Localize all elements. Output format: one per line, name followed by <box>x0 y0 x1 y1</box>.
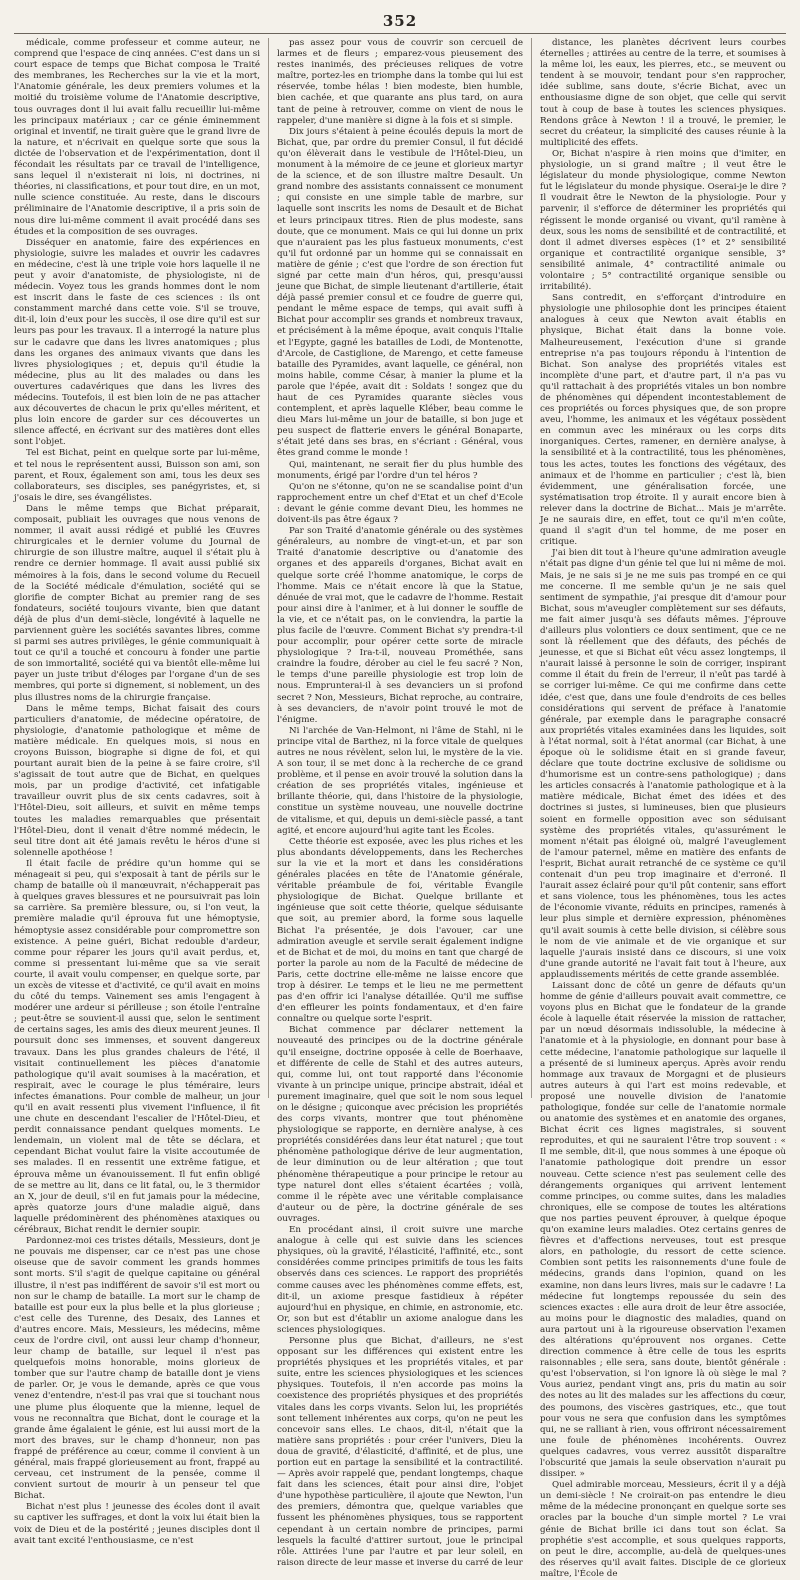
paragraph: pas assez pour vous de couvrir son cercueil de larmes et de fleurs ; emparez-vous pieusement des restes inanimés, des précieuses reliques de votre maître, portez-les en triomphe dans la tombe qui lui est réservée, tombe hélas ! bien modeste, bien humble, bien cachée, et que quarante ans plus tard, on aura tant de peine à retrouver, comme on vient de nous le rappeler, d'une manière si digne à la fois et si simple. <box>277 38 523 126</box>
paragraph: Laissant donc de côté un genre de défauts qu'un homme de génie d'ailleurs pouvait avait commettre, ce voyons plus en Bichat que le fondateur de la grande école à laquelle était réservée la mission de rattacher, par un nœud désormais indissoluble, la médecine à l'anatomie et à la physiologie, en donnant pour base à cette médecine, l'anatomie pathologique sur laquelle il a présenté de si lumineux aperçus. Après avoir rendu hommage aux travaux de Morgagni et de plusieurs autres auteurs à qui l'art est moins redevable, et proposé une nouvelle division de l'anatomie pathologique, fondée sur celle de l'anatomie normale ou anatomie des systèmes et en anatomie des organes, Bichat écrit ces lignes magistrales, si souvent reproduites, et qui ne sauraient l'être trop souvent : « Il me semble, dit-il, que nous sommes à une époque où l'anatomie pathologique doit prendre un essor nouveau. Cette science n'est pas seulement celle des dérangements organiques qui arrivent lentement comme principes, ou comme suites, dans les maladies chroniques, elle se compose de toutes les altérations que nos parties peuvent éprouver, à quelque époque qu'on examine leurs maladies. Otez certains genres de fièvres et d'affections nerveuses, tout est presque alors, en pathologie, du ressort de cette science. Combien sont petits les raisonnements d'une foule de médecins, grands dans l'opinion, quand on les examine, non dans leurs livres, mais sur le cadavre ! La médecine fut longtemps repoussée du sein des sciences exactes : elle aura droit de leur être associée, au moins pour le diagnostic des maladies, quand on aura partout uni à la rigoureuse observation l'examen des altérations qu'éprouvent nos organes. Cette direction commence à être celle de tous les esprits raisonnables ; elle sera, sans doute, bientôt générale : qu'est l'observation, si l'on ignore là où siège le mal ? Vous auriez, pendant vingt ans, pris du matin au soir des notes au lit des malades sur les affections du cœur, des poumons, des viscères gastriques, etc., que tout pour vous ne sera que confusion dans les symptômes qui, ne se ralliant à rien, vous offriront nécessairement une foule de phénomènes incohérents. Ouvrez quelques cadavres, vous verrez aussitôt disparaître l'obscurité que jamais la seule observation n'aurait pu dissiper. » <box>540 980 786 1480</box>
paragraph: Qu'on ne s'étonne, qu'on ne se scandalise point d'un rapprochement entre un chef d'Etat et un chef d'Ecole : devant le génie comme devant Dieu, les hommes ne doivent-ils pas être égaux ? <box>277 481 523 526</box>
paragraph: Bichat n'est plus ! jeunesse des écoles dont il avait su captiver les suffrages, et dont la voix lui était bien la voix de Dieu et de la postérité ; jeunes disciples dont il avait tant excité l'enthousiasme, ce n'est <box>14 1502 260 1546</box>
paragraph: Dans le même temps que Bichat préparait, composait, publiait les ouvrages que nous venons de nommer, il avait aussi rédigé et publié les Œuvres chirurgicales et le dernier volume du Journal de chirurgie de son illustre maître, auquel il s'était plu à rendre ce dernier hommage. Il avait aussi publié six mémoires à la fois, dans le second volume du Recueil de la Société médicale d'émulation, société qui se glorifie de compter Bichat au premier rang de ses fondateurs, société toujours vivante, bien que datant déjà de plus d'un demi-siècle, longévité à laquelle ne parviennent guère les sociétés savantes libres, comme si parmi ses autres privilèges, le génie communiquait à tout ce qu'il a touché et concouru à fonder une partie de son immortalité, société qui va bientôt elle-même lui payer un juste tribut d'éloges par l'organe d'un de ses membres, qui porte si dignement, si noblement, un des plus illustres noms de la chirurgie française. <box>14 503 260 703</box>
paragraph: Ni l'archée de Van-Helmont, ni l'âme de Stahl, ni le principe vital de Barthez, ni la force vitale de quelques autres ne nous révèlent, selon lui, le mystère de la vie. A son tour, il se met donc à la recherche de ce grand problème, et il pense en avoir trouvé la solution dans la création de ses propriétés vitales, ingénieuse et brillante théorie, qui, dans l'histoire de la physiologie, constitue un système nouveau, une nouvelle doctrine de vitalisme, et qui, depuis un demi-siècle passé, a tant agité, et encore aujourd'hui agite tant les Écoles. <box>277 725 523 836</box>
column-divider <box>268 38 269 1098</box>
paragraph: Dans le même temps, Bichat faisait des cours particuliers d'anatomie, de médecine opératoire, de physiologie, d'anatomie pathologique et même de matière médicale. En quelques mois, si nous en croyons Buisson, biographe si digne de foi, et qui pourtant aurait bien de la peine à se faire croire, s'il s'agissait de tout autre que de Bichat, en quelques mois, par un prodige d'activité, cet infatigable travailleur ouvrit plus de six cents cadavres, soit à l'Hôtel-Dieu, soit ailleurs, et suivit en même temps toutes les maladies remarquables que présentait l'Hôtel-Dieu, dont il venait d'être nommé médecin, le seul titre dont ait été jamais revêtu le héros d'une si solennelle apothéose ! <box>14 703 260 858</box>
page-number: 352 <box>382 12 418 30</box>
paragraph: Cette théorie est exposée, avec les plus riches et les plus abondants développements, dans les Recherches sur la vie et la mort et dans les considérations générales placées en tête de l'Anatomie générale, véritable préambule de foi, véritable Évangile physiologique de Bichat. Quelque brillante et ingénieuse que soit cette théorie, quelque séduisante que soit, au premier abord, la forme sous laquelle Bichat l'a présentée, je dois l'avouer, car une admiration aveugle et servile serait également indigne et de Bichat et de moi, du moins en tant que chargé de porter la parole au nom de la Faculté de médecine de Paris, cette doctrine elle-même ne laisse encore que trop à désirer. Le temps et le lieu ne me permettent pas d'en offrir ici l'analyse détaillée. Qu'il me suffise d'en effleurer les points fondamentaux, et d'en faire connaître ou quelque sorte l'esprit. <box>277 836 523 1025</box>
paragraph: Dix jours s'étaient à peine écoulés depuis la mort de Bichat, que, par ordre du premier Consul, il fut décidé qu'on élèverait dans le vestibule de l'Hôtel-Dieu, un monument à la mémoire de ce jeune et glorieux martyr de la science, et de son illustre maître Desault. Un grand nombre des assistants connaissent ce monument ; qui consiste en une simple table de marbre, sur laquelle sont inscrits les noms de Desault et de Bichat et leurs principaux titres. Rien de plus modeste, sans doute, que ce monument. Mais ce qui lui donne un prix que n'auraient pas les plus fastueux monuments, c'est qu'il fut ordonné par un homme qui se connaissait en matière de génie ; c'est que l'ordre de son érection fut signé par cette main d'un héros, qui, presqu'aussi jeune que Bichat, de simple lieutenant d'artillerie, était déjà passé premier consul et ce foudre de guerre qui, pendant le même espace de temps, qui avait suffi à Bichat pour accomplir ses grands et nombreux travaux, et précisément à la même époque, avait conquis l'Italie et l'Egypte, gagné les batailles de Lodi, de Montenotte, d'Arcole, de Castiglione, de Marengo, et cette fameuse bataille des Pyramides, avant laquelle, ce général, non moins habile, comme César, à manier la plume et la parole que l'épée, avait dit : Soldats ! songez que du haut de ces Pyramides quarante siècles vous contemplent, et après laquelle Kléber, beau comme le dieu Mars lui-même un jour de bataille, si bon juge et peu suspect de flatterie envers le général Bonaparte, s'était jeté dans ses bras, en s'écriant : Général, vous êtes grand comme le monde ! <box>277 126 523 459</box>
paragraph: Tel est Bichat, peint en quelque sorte par lui-même, et tel nous le représentent aussi, Buisson son ami, son parent, et Roux, également son ami, tous les deux ses collaborateurs, ses disciples, ses panégyristes, et, si j'osais le dire, ses évangélistes. <box>14 448 260 503</box>
paragraph: Il était facile de prédire qu'un homme qui se ménageait si peu, qui s'exposait à tant de périls sur le champ de bataille où il manœuvrait, n'échapperait pas à quelques graves blessures et ne poursuivrait pas loin sa carrière. Sa première blessure, ou, si l'on veut, la première maladie qu'il éprouva fut une hémoptysie, hémoptysie assez considérable pour compromettre son existence. A peine guéri, Bichat redouble d'ardeur, comme pour réparer les jours qu'il avait perdus, et, comme si pressentant lui-même que sa vie serait courte, il avait voulu compenser, en quelque sorte, par un excès de vitesse et d'activité, ce qu'il avait en moins du côté du temps. Vainement ses amis l'engagent à modérer une ardeur si périlleuse ; son étoile l'entraîne ; peut-être se souvient-il aussi que, selon le sentiment de certains sages, les amis des dieux meurent jeunes. Il poursuit donc ses immenses, et souvent dangereux travaux. Dans les plus grandes chaleurs de l'été, il visitait continuellement les pièces d'anatomie pathologique qu'il avait soumises à la macération, et respirait, avec le courage le plus téméraire, leurs infectes émanations. Pour comble de malheur, un jour qu'il en avait ressenti plus vivement l'influence, il fit une chute en descendant l'escalier de l'Hôtel-Dieu, et perdit connaissance pendant quelques moments. Le lendemain, un violent mal de tête se déclara, et cependant Bichat voulut faire la visite accoutumée de ses malades. Il en ressentit une extrême fatigue, et éprouva même un évanouissement. Il fut enfin obligé de se mettre au lit, dans ce lit fatal, ou, le 3 thermidor an X, jour de deuil, s'il en fut jamais pour la médecine, après quatorze jours d'une maladie aiguë, dans laquelle prédominèrent des phénomènes ataxiques ou cérébraux, Bichat rendit le dernier soupir. <box>14 858 260 1236</box>
paragraph: Quel admirable morceau, Messieurs, écrit il y a déjà un demi-siècle ! Ne croirait-on pas entendre le dieu même de la médecine prononçant en quelque sorte ses oracles par la bouche d'un simple mortel ? Le vrai génie de Bichat brille ici dans tout son éclat. Sa prophétie s'est accomplie, et sous quelques rapports, on peut le dire, accomplie, au-delà de quelques-unes des réserves qu'il avait faites. Disciple de ce glorieux maître, l'École de <box>540 1480 786 1579</box>
paragraph: Pardonnez-moi ces tristes détails, Messieurs, dont je ne pouvais me dispenser, car ce n'est pas une chose oiseuse que de savoir comment les grands hommes sont morts. S'il s'agit de quelque capitaine ou général illustre, il n'est pas indifférent de savoir s'il est mort ou non sur le champ de bataille. La mort sur le champ de bataille est pour eux la plus belle et la plus glorieuse ; c'est celle des Turenne, des Desaix, des Lannes et d'autres encore. Mais, Messieurs, les médecins, même ceux de l'ordre civil, ont aussi leur champ d'honneur, leur champ de bataille, sur lequel il n'est pas quelquefois moins honorable, moins glorieux de tomber que sur l'autre champ de bataille dont je viens de parler. Or, je vous le demande, après ce que vous venez d'entendre, n'est-il pas vrai que si touchant nous une plume plus éloquente que la mienne, lequel de vous ne reconnaîtra que Bichat, dont le courage et la grande âme égalaient le génie, est lui aussi mort de la mort des braves, sur le champ d'honneur, non pas frappé de préférence au cœur, comme il convient à un général, mais frappé glorieusement au front, frappé au cerveau, cet instrument de la pensée, comme il convient surtout de mourir à un penseur tel que Bichat. <box>14 1236 260 1502</box>
paragraph: Personne plus que Bichat, d'ailleurs, ne s'est opposant sur les différences qui existent entre les propriétés physiques et les propriétés vitales, et par suite, entre les sciences physiologiques et les sciences physiques. Toutefois, il n'en accorde pas moins la coexistence des propriétés physiques et des propriétés vitales dans les corps vivants. Selon lui, les propriétés sont tellement inhérentes aux corps, qu'on ne peut les concevoir sans elles. Le chaos, dit-il, n'était que la matière sans propriétés : pour créer l'univers, Dieu la doua de gravité, d'élasticité, d'affinité, et de plus, une portion eut en partage la sensibilité et la contractilité. — Après avoir rappelé que, pendant longtemps, chaque fait dans les sciences, était pour ainsi dire, l'objet d'une hypothèse particulière, il ajoute que Newton, l'un des premiers, démontra que, quelque variables que fussent les phénomènes physiques, tous se rapportent cependant à un certain nombre de principes, parmi lesquels la faculté d'attirer surtout, joue le principal rôle. Attirées l'une par l'autre et par leur soleil, en raison directe de leur masse et inverse du carré de leur <box>277 1335 523 1568</box>
paragraph: Bichat commence par déclarer nettement la nouveauté des principes ou de la doctrine générale qu'il enseigne, doctrine opposée à celle de Boerhaave, et différente de celle de Stahl et des autres auteurs, qui, comme lui, ont tout rapporté dans l'économie vivante à un principe unique, principe abstrait, idéal et purement imaginaire, quel que soit le nom sous lequel on le désigne ; quiconque avec précision les propriétés des corps vivants, montrer que tout phénomène physiologique se rapporte, en dernière analyse, à ces propriétés considérées dans leur état naturel ; que tout phénomène pathologique dérive de leur augmentation, de leur diminution ou de leur altération ; que tout phénomène thérapeutique a pour principe le retour au type naturel dont elles s'étaient écartées ; voilà, comme il le répète avec une véritable complaisance d'auteur ou de père, la doctrine générale de ses ouvrages. <box>277 1025 523 1224</box>
paragraph: Or, Bichat n'aspire à rien moins que d'imiter, en physiologie, un si grand maître ; il veut être le législateur du monde physiologique, comme Newton fut le législateur du monde physique. Oserai-je le dire ? Il voudrait être le Newton de la physiologie. Pour y parvenir, il s'efforce de déterminer les propriétés qui régissent le monde organisé ou vivant, qu'il ramène à deux, sous les noms de sensibilité et de contractilité, et dont il admet diverses espèces (1° et 2° sensibilité organique et contractilité organique sensible, 3° sensibilité animale, 4° contractilité animale ou volontaire ; 5° contractilité organique sensible ou irritabilité). <box>540 148 786 293</box>
paragraph: Sans contredit, en s'efforçant d'introduire en physiologie une philosophie dont les principes étaient analogues à ceux que Newton avait établis en physique, Bichat était dans la bonne voie. Malheureusement, l'exécution d'une si grande entreprise n'a pas toujours répondu à l'intention de Bichat. Son analyse des propriétés vitales est incomplète d'une part, et d'autre part, il n'a pas vu qu'il rattachait à des propriétés vitales un bon nombre de phénomènes qui dépendent incontestablement de ces propriétés ou forces physiques que, de son propre aveu, l'homme, les animaux et les végétaux possèdent en commun avec les minéraux ou les corps dits inorganiques. Certes, ramener, en dernière analyse, à la sensibilité et à la contractilité, tous les phénomènes, tous les actes, toutes les fonctions des végétaux, des animaux et de l'homme en particulier ; c'est là, bien évidemment, une généralisation forcée, une systématisation trop étroite. Il y aurait encore bien à relever dans la doctrine de Bichat... Mais je m'arrête. Je ne saurais dire, en effet, tout ce qu'il m'en coûte, quand il s'agit d'un tel homme, de me poser en critique. <box>540 293 786 548</box>
column-right <box>540 38 786 1579</box>
paragraph: Disséquer en anatomie, faire des expériences en physiologie, suivre les malades et ouvrir les cadavres en médecine, c'est là une triple voie hors laquelle il ne peut y avoir d'anatomiste, de physiologiste, ni de médecin. Voyez tous les grands hommes dont le nom est inscrit dans le faste de ces sciences : ils ont constamment marché dans cette voie. S'il se trouve, dit-il, loin d'eux pour les succès, il ose dire qu'il est sur leurs pas pour les travaux. Il a interrogé la nature plus sur le cadavre que dans les livres anatomiques ; plus dans les organes des animaux vivants que dans les livres physiologiques ; et, depuis qu'il étudie la médecine, plus au lit des malades ou dans les ouvertures cadavériques que dans les livres des médecins. Toutefois, il est bien loin de ne pas attacher aux découvertes de chacun le prix qu'elles méritent, et plus loin encore de garder sur ces découvertes un silence affecté, en écrivant sur des matières dont elles sont l'objet. <box>14 237 260 448</box>
paragraph: J'ai bien dit tout à l'heure qu'une admiration aveugle n'était pas digne d'un génie tel que lui ni même de moi. Mais, je ne sais si je ne me suis pas trompé en ce qui me concerne. Il me semble qu'un je ne sais quel sentiment de sympathie, j'ai presque dit d'amour pour Bichat, sous m'aveugler complètement sur ses défauts, me fait aimer jusqu'à ses défauts mêmes. J'éprouve d'ailleurs plus volontiers ce doux sentiment, que ce ne sont là réellement que des défauts, des péchés de jeunesse, et que si Bichat eût vécu assez longtemps, il n'aurait laissé à personne le soin de corriger, inspirant comme il était du frein de l'erreur, il n'eût pas tardé à se corriger lui-même. Ce qui me confirme dans cette idée, c'est que, dans une foule d'endroits de ces belles considérations qui servent de préface à l'anatomie générale, par exemple dans le paragraphe consacré aux propriétés vitales examinées dans les liquides, soit à l'état normal, soit à l'état anormal (car Bichat, à une époque où le solidisme était en si grande faveur, déclare que toute doctrine exclusive de solidisme ou d'humorisme est un contre-sens pathologique) ; dans les articles consacrés à l'anatomie pathologique et à la matière médicale, Bichat émet des idées et des doctrines si justes, si lumineuses, bien que plusieurs soient en formelle opposition avec son séduisant système des propriétés vitales, qu'assurément le moment n'était pas éloigné où, malgré l'aveuglement de l'amour paternel, même en matière des enfants de l'esprit, Bichat aurait retranché de ce système ce qu'il contenait d'un peu trop imaginaire et d'erroné. Il l'aurait assez éclairé pour qu'il pût contenir, sans effort et sans violence, tous les phénomènes, tous les actes de l'économie vivante, réduits en principes, ramenés à leur plus simple et dernière expression, phénomènes qu'il avait soumis à cette belle division, si célèbre sous le nom de vie animale et de vie organique et sur laquelle j'aurais insisté dans ce discours, si une voix d'une grande autorité ne l'avait fait tout à l'heure, aux applaudissements mérités de cette grande assemblée. <box>540 548 786 980</box>
column-middle <box>277 38 523 1568</box>
paragraph: Qui, maintenant, ne serait fier du plus humble des monuments, érigé par l'ordre d'un tel héros ? <box>277 459 523 481</box>
paragraph: En procédant ainsi, il croit suivre une marche analogue à celle qui est suivie dans les sciences physiques, où la gravité, l'élasticité, l'affinité, etc., sont considérées comme principes primitifs de tous les faits observés dans ces sciences. Le rapport des propriétés comme causes avec les phénomènes comme effets, est, dit-il, un axiome presque fastidieux à répéter aujourd'hui en physique, en chimie, en astronomie, etc. Or, son but est d'établir un axiome analogue dans les sciences physiologiques. <box>277 1225 523 1335</box>
paragraph: médicale, comme professeur et comme auteur, ne comprend que l'espace de cinq années. C'est dans un si court espace de temps que Bichat composa le Traité des membranes, les Recherches sur la vie et la mort, l'Anatomie générale, les deux premiers volumes et la moitié du troisième volume de l'Anatomie descriptive, tous ouvrages dont il lui avait fallu recueillir lui-même les principaux matériaux ; car ce génie éminemment original et inventif, ne tirait guère que le grand livre de la nature, et n'écrivait en quelque sorte que sous la dictée de l'observation et de l'expérimentation, dont il fécondait les résultats par ce travail de l'intelligence, sans lequel il n'existerait ni lois, ni doctrines, ni théories, ni classifications, et pour tout dire, en un mot, nulle science constituée. Au reste, dans le discours préliminaire de l'Anatomie descriptive, il a pris soin de nous dire lui-même comment il avait procédé dans ses études et la composition de ses ouvrages. <box>14 38 260 237</box>
text-columns <box>14 38 786 1579</box>
column-divider <box>531 38 532 1098</box>
header-rule <box>14 33 786 34</box>
paragraph: distance, les planètes décrivent leurs courbes éternelles ; attirées au centre de la terre, et soumises à la même loi, les eaux, les pierres, etc., se meuvent ou tendent à se mouvoir, tendant pour s'en rapprocher, idée sublime, sans doute, s'écrie Bichat, avec un enthousiasme digne de son objet, que celle qui servit tout à coup de base à toutes les sciences physiques. Rendons grâce à Newton ! il a trouvé, le premier, le secret du créateur, la simplicité des causes réunie à la multiplicité des effets. <box>540 38 786 148</box>
column-left <box>14 38 260 1546</box>
paragraph: Par son Traité d'anatomie générale ou des systèmes généraleurs, au nombre de vingt-et-un, et par son Traité d'anatomie descriptive ou d'anatomie des organes et des appareils d'organes, Bichat avait en quelque sorte créé l'homme anatomique, le corps de l'homme. Mais ce n'était encore là que la Statue, dénuée de vrai mot, que le cadavre de l'homme. Restait pour ainsi dire à l'animer, et à lui donner le souffle de la vie, et ce n'était pas, on le conviendra, la partie la plus facile de l'œuvre. Comment Bichat s'y prendra-t-il pour accomplir, pour opérer cette sorte de miracle physiologique ? Ira-t-il, nouveau Prométhée, sans craindre la foudre, dérober au ciel le feu sacré ? Non, le temps d'une pareille physiologie est trop loin de nous. Emprunterai-il à ses devanciers un si profond secret ? Non, Messieurs, Bichat reproche, au contraire, à ses devanciers, de n'avoir point trouvé le mot de l'énigme. <box>277 526 523 725</box>
